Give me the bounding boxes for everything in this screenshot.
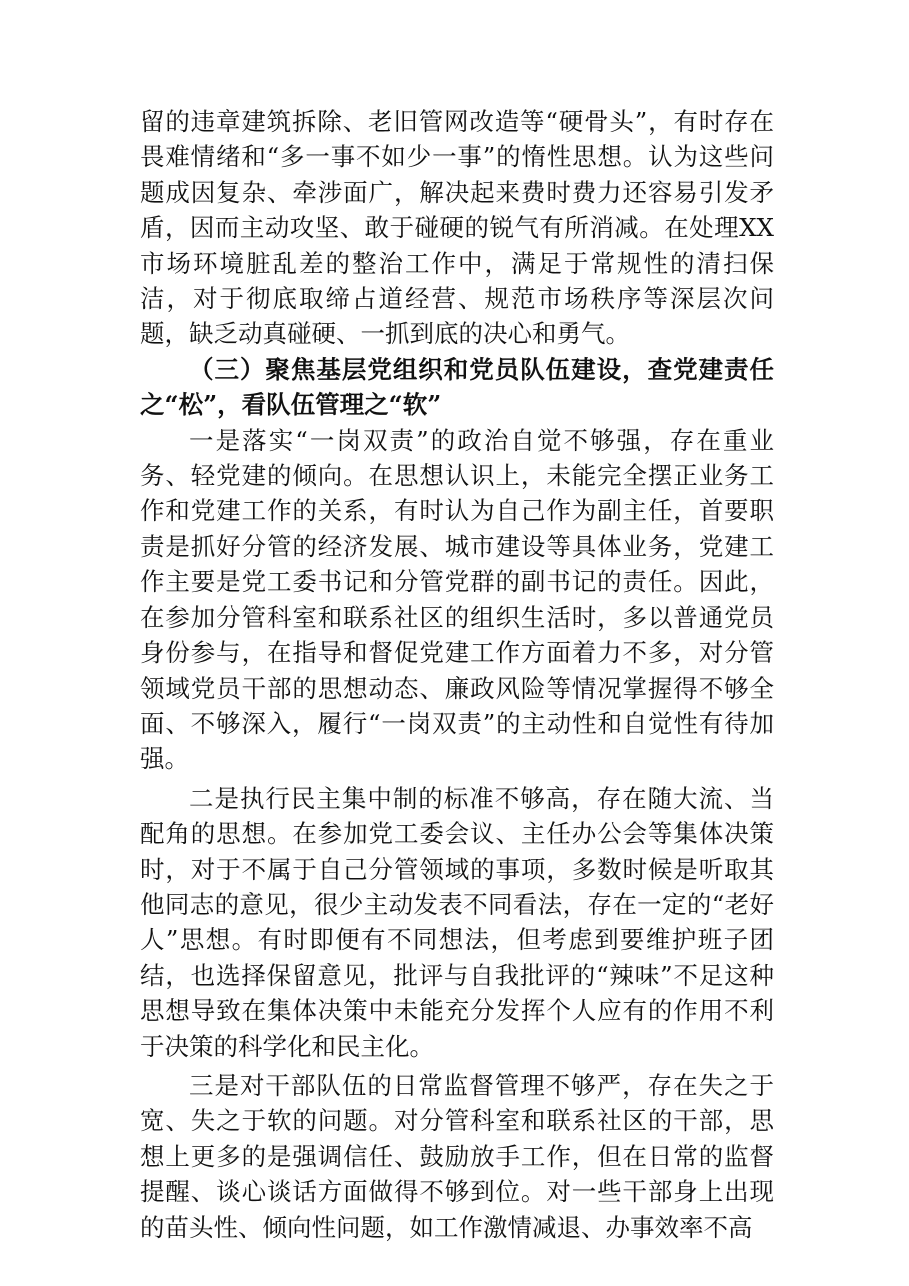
paragraph-continued: 留的违章建筑拆除、老旧管网改造等“硬骨头”，有时存在畏难情绪和“多一事不如少一事”的惰性思想。认为这些问题成因复杂、牵涉面广，解决起来费时费力还容易引发矛盾，因而主动攻坚、敢于碰硬的锐气有所消减。在处理XX市场环境脏乱差的整治工作中，满足于常规性的清扫保洁，对于彻底取缔占道经营、规范市场秩序等深层次问题，缺乏动真碰硬、一抓到底的决心和勇气。: [140, 107, 774, 349]
paragraph-cadre-supervision: 三是对干部队伍的日常监督管理不够严，存在失之于宽、失之于软的问题。对分管科室和联系社区的干部，思想上更多的是强调信任、鼓励放手工作，但在日常的监督提醒、谈心谈话方面做得不够到位。对一些干部身上出现的苗头性、倾向性问题，如工作激情减退、办事效率不高: [140, 1070, 774, 1242]
paragraph-one-post-dual-duty: 一是落实“一岗双责”的政治自觉不够强，存在重业务、轻党建的倾向。在思想认识上，未能完全摆正业务工作和党建工作的关系，有时认为自己作为副主任，首要职责是抓好分管的经济发展、城市建设等具体业务，党建工作主要是党工委书记和分管党群的副书记的责任。因此，在参加分管科室和联系社区的组织生活时，多以普通党员身份参与，在指导和督促党建工作方面着力不多，对分管领域党员干部的思想动态、廉政风险等情况掌握得不够全面、不够深入，履行“一岗双责”的主动性和自觉性有待加强。: [140, 425, 774, 774]
paragraph-democratic-centralism: 二是执行民主集中制的标准不够高，存在随大流、当配角的思想。在参加党工委会议、主任办公会等集体决策时，对于不属于自己分管领域的事项，多数时候是听取其他同志的意见，很少主动发表不同看法，存在一定的“老好人”思想。有时即便有不同想法，但考虑到要维护班子团结，也选择保留意见，批评与自我批评的“辣味”不足这种思想导致在集体决策中未能充分发挥个人应有的作用不利于决策的科学化和民主化。: [140, 783, 774, 1061]
section-heading-3: （三）聚焦基层党组织和党员队伍建设，查党建责任之“松”，看队伍管理之“软”: [140, 354, 774, 420]
document-body: [140, 104, 774, 1245]
